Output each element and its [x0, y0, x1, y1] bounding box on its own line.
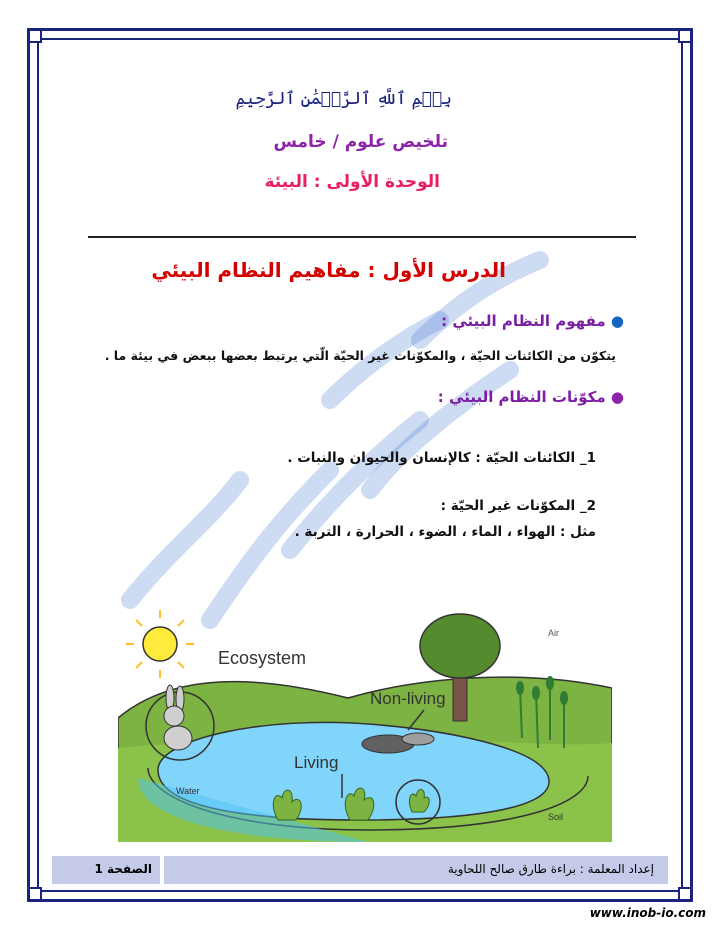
website-link[interactable]: www.inob-io.com [589, 906, 706, 920]
component-item-living: 1_ الكائنات الحيّة : كالإنسان والحيوان والنبات . [287, 450, 596, 466]
water-label: Water [176, 786, 200, 796]
soil-label: Soil [548, 812, 564, 822]
bullet-icon: ● [610, 388, 624, 406]
air-label: Air [548, 628, 559, 638]
living-label: Living [294, 753, 339, 772]
concept-heading: مفهوم النظام البيئي : [441, 312, 606, 330]
frame-corner [678, 29, 692, 43]
frame-corner [678, 887, 692, 901]
prepared-by: إعداد المعلمة : براءة طارق صالح اللحاوية [447, 862, 654, 876]
sun-icon [126, 610, 194, 678]
concept-heading-row [441, 312, 624, 330]
non-living-label: Non-living [370, 689, 446, 708]
basmala: بِسۡمِ ٱللَّهِ ٱلرَّحۡمَٰنِ ٱلرَّحِيمِ [235, 89, 452, 109]
subtitle: تلخيص علوم / خامس [273, 132, 448, 152]
components-heading-row [438, 388, 624, 406]
author-box [164, 856, 668, 884]
frame-corner [28, 887, 42, 901]
concept-text: يتكوّن من الكائنات الحيّة ، والمكوّنات غير الحيّة الّتي يرتبط بعضها ببعض في بيئة ما . [104, 348, 616, 363]
frame-corner [28, 29, 42, 43]
page-number-box [52, 856, 160, 884]
component-example: مثل : الهواء ، الماء ، الضوء ، الحرارة ، التربة . [294, 524, 596, 540]
component-item-nonliving: 2_ المكوّنات غير الحيّة : [440, 498, 596, 514]
lesson-title: الدرس الأول : مفاهيم النظام البيئي [151, 258, 506, 282]
footer [52, 856, 668, 884]
ecosystem-label: Ecosystem [218, 648, 307, 668]
divider [88, 236, 636, 238]
components-heading: مكوّنات النظام البيئي : [437, 388, 606, 406]
ecosystem-illustration [118, 598, 612, 842]
unit-title: الوحدة الأولى : البيئة [264, 172, 440, 192]
page-number: الصفحة 1 [94, 862, 152, 876]
bullet-icon: ● [610, 312, 624, 330]
